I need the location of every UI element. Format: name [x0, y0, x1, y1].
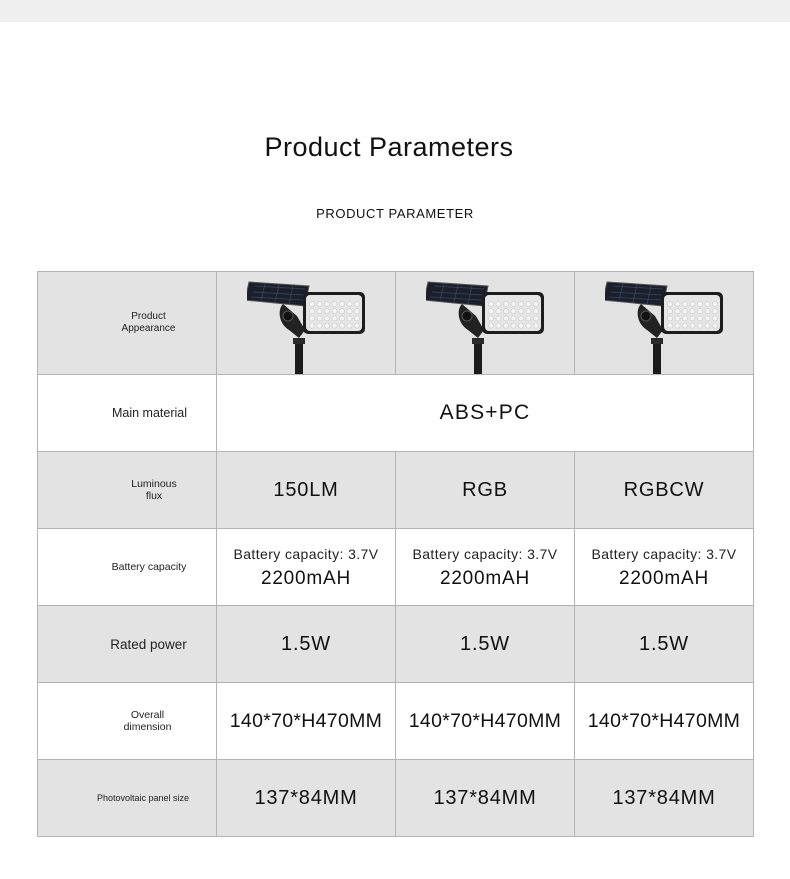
- battery-value-3: Battery capacity: 3.7V 2200mAH: [575, 529, 754, 606]
- label-appearance: Product Appearance: [38, 272, 217, 375]
- material-value: ABS+PC: [217, 375, 754, 452]
- power-value-1: 1.5W: [217, 606, 396, 683]
- top-bar: [0, 0, 790, 22]
- battery-value-1: Battery capacity: 3.7V 2200mAH: [217, 529, 396, 606]
- row-power: [38, 606, 754, 683]
- dimension-value-3: 140*70*H470MM: [575, 683, 754, 760]
- flux-value-1: 150LM: [217, 452, 396, 529]
- row-dimension: [38, 683, 754, 760]
- label-dimension: Overall dimension: [38, 683, 217, 760]
- label-power: Rated power: [38, 606, 217, 683]
- label-flux: Luminous flux: [38, 452, 217, 529]
- power-value-2: 1.5W: [396, 606, 575, 683]
- battery-value-2: Battery capacity: 3.7V 2200mAH: [396, 529, 575, 606]
- row-flux: [38, 452, 754, 529]
- flux-value-3: RGBCW: [575, 452, 754, 529]
- appearance-cell-2: [396, 272, 575, 375]
- page-title: Product Parameters: [264, 132, 514, 162]
- parameters-table: [37, 271, 754, 837]
- flux-value-2: RGB: [396, 452, 575, 529]
- label-material: Main material: [38, 375, 217, 452]
- panel-value-1: 137*84MM: [217, 760, 396, 837]
- panel-value-3: 137*84MM: [575, 760, 754, 837]
- row-material: [38, 375, 754, 452]
- label-battery: Battery capacity: [38, 529, 217, 606]
- appearance-cell-1: [217, 272, 396, 375]
- power-value-3: 1.5W: [575, 606, 754, 683]
- dimension-value-2: 140*70*H470MM: [396, 683, 575, 760]
- appearance-cell-3: [575, 272, 754, 375]
- row-battery: [38, 529, 754, 606]
- row-appearance: [38, 272, 754, 375]
- dimension-value-1: 140*70*H470MM: [217, 683, 396, 760]
- panel-value-2: 137*84MM: [396, 760, 575, 837]
- page-subtitle: PRODUCT PARAMETER: [316, 206, 474, 221]
- label-panel: Photovoltaic panel size: [38, 760, 217, 837]
- row-panel: [38, 760, 754, 837]
